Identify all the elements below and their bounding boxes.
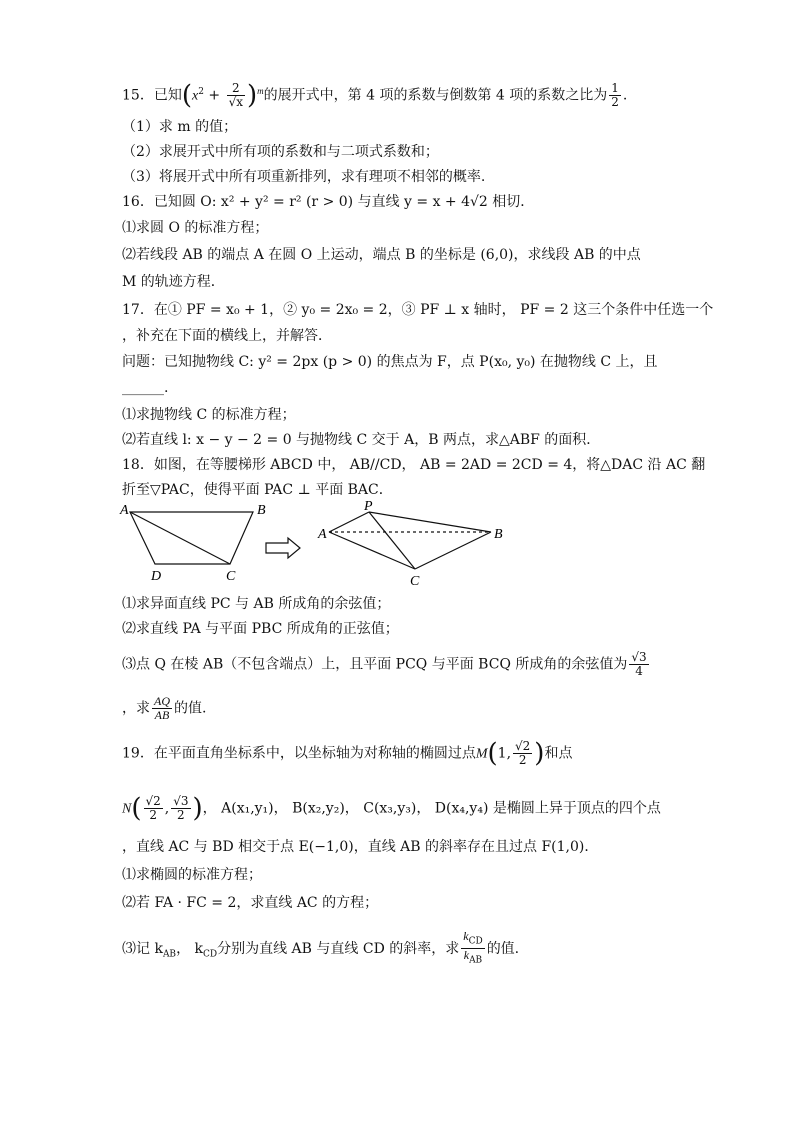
arrow-icon [266, 538, 300, 558]
q15-exponent: m [257, 86, 264, 96]
q18-part3-tail: ，求 $\frac{AQ}{AB}$ 的值. [122, 694, 207, 722]
label-c2: C [410, 574, 420, 589]
label-d1: D [151, 569, 162, 584]
q17-part1: ⑴求抛物线 C 的标准方程； [122, 407, 296, 423]
q17-stem-a: 17．在① PF = x₀ + 1，② y₀ = 2x₀ = 2，③ PF ⊥ x 轴时， PF = 2 这三个条件中任选一个 [122, 302, 714, 318]
q15-part2: （2）求展开式中所有项的系数和与二项式系数和； [122, 144, 439, 160]
q19-part3: ⑶记 $k_{AB}$， $k_{CD}$分别为直线 AB 与直线 CD 的斜率，求 $\frac{k_{CD}}{k_{AB}}$ 的值. [122, 929, 520, 966]
q19-part2: ⑵若 FA · FC = 2，求直线 AC 的方程； [122, 895, 379, 911]
label-p2: P [364, 500, 373, 514]
q18-stem-b: 折至▽PAC，使得平面 PAC ⊥ 平面 BAC． [122, 482, 393, 498]
label-b2: B [494, 527, 503, 542]
q19-stem-b: N( $\frac{√2}{2}$ , $\frac{√3}{2}$ )， A(x₁,y₁)， B(x₂,y₂)， C(x₃,y₃)， D(x₄,y₄) 是椭圆上异于顶点的四个点 [122, 793, 661, 824]
q16-stem: 16．已知圆 O: x² + y² = r² (r > 0) 与直线 y = x + 4√2 相切． [122, 194, 535, 210]
q19-stem-c: ，直线 AC 与 BD 相交于点 E(−1,0)，直线 AB 的斜率存在且过点 F(1,0)． [122, 839, 599, 855]
q15-part3: （3）将展开式中所有项重新排列，求有理项不相邻的概率. [122, 169, 486, 185]
q19-stem-a: 19．在平面直角坐标系中，以坐标轴为对称轴的椭圆过点M(1, $\frac{√2}{2}$ )和点 [122, 738, 573, 769]
trapezoid-abcd [130, 512, 253, 564]
trapezoid-fold-figure [118, 500, 518, 590]
q18-part1: ⑴求异面直线 PC 与 AB 所成角的余弦值； [122, 596, 391, 612]
q16-part2b: M 的轨迹方程． [122, 274, 225, 290]
q17-part2: ⑵若直线 l: x − y − 2 = 0 与抛物线 C 交于 A，B 两点，求△ABF 的面积． [122, 432, 601, 448]
q18-stem-a: 18．如图，在等腰梯形 ABCD 中， AB//CD， AB = 2AD = 2CD = 4，将△DAC 沿 AC 翻 [122, 457, 706, 473]
q15-ratio: $\frac{1}{2}$ [611, 81, 619, 110]
q15-fraction: $\frac{2}{√x}$ [228, 81, 243, 110]
q18-ratio-fraction: $\frac{AQ}{AB}$ [154, 694, 170, 722]
q15-stem: 15．已知($x^2$ + $\frac{2}{√x}$ )$^m$的展开式中，第 4 项的系数与倒数第 4 项的系数之比为 $\frac{1}{2}$ . [122, 80, 628, 111]
q15-number: 15． [122, 87, 154, 104]
q17-problem-b: ______. [122, 380, 169, 396]
label-c1: C [226, 569, 236, 584]
q16-part1: ⑴求圆 O 的标准方程； [122, 220, 269, 236]
q19-part1: ⑴求椭圆的标准方程； [122, 867, 262, 883]
q18-part3: ⑶点 Q 在棱 AB（不包含端点）上，且平面 PCQ 与平面 BCQ 所成角的余弦值为 $\frac{√3}{4}$ [122, 650, 647, 678]
label-b1: B [257, 503, 266, 518]
q18-cos-fraction: $\frac{√3}{4}$ [631, 650, 647, 678]
folded-tetrahedron [329, 512, 491, 569]
label-a2: A [318, 527, 327, 542]
q17-problem-a: 问题：已知抛物线 C: y² = 2px (p > 0) 的焦点为 F，点 P(x₀, y₀) 在抛物线 C 上，且 [122, 354, 658, 370]
q15-part1: （1）求 m 的值； [122, 119, 238, 135]
q15-pre: 已知 [153, 87, 182, 104]
q17-stem-b: ，补充在下面的横线上，并解答． [122, 328, 332, 344]
label-a1: A [120, 503, 129, 518]
q18-part2: ⑵求直线 PA 与平面 PBC 所成角的正弦值； [122, 621, 399, 637]
q15-mid: 的展开式中，第 4 项的系数与倒数第 4 项的系数之比为 [263, 87, 608, 104]
q16-part2a: ⑵若线段 AB 的端点 A 在圆 O 上运动，端点 B 的坐标是 (6,0)，求线段 AB 的中点 [122, 247, 641, 263]
